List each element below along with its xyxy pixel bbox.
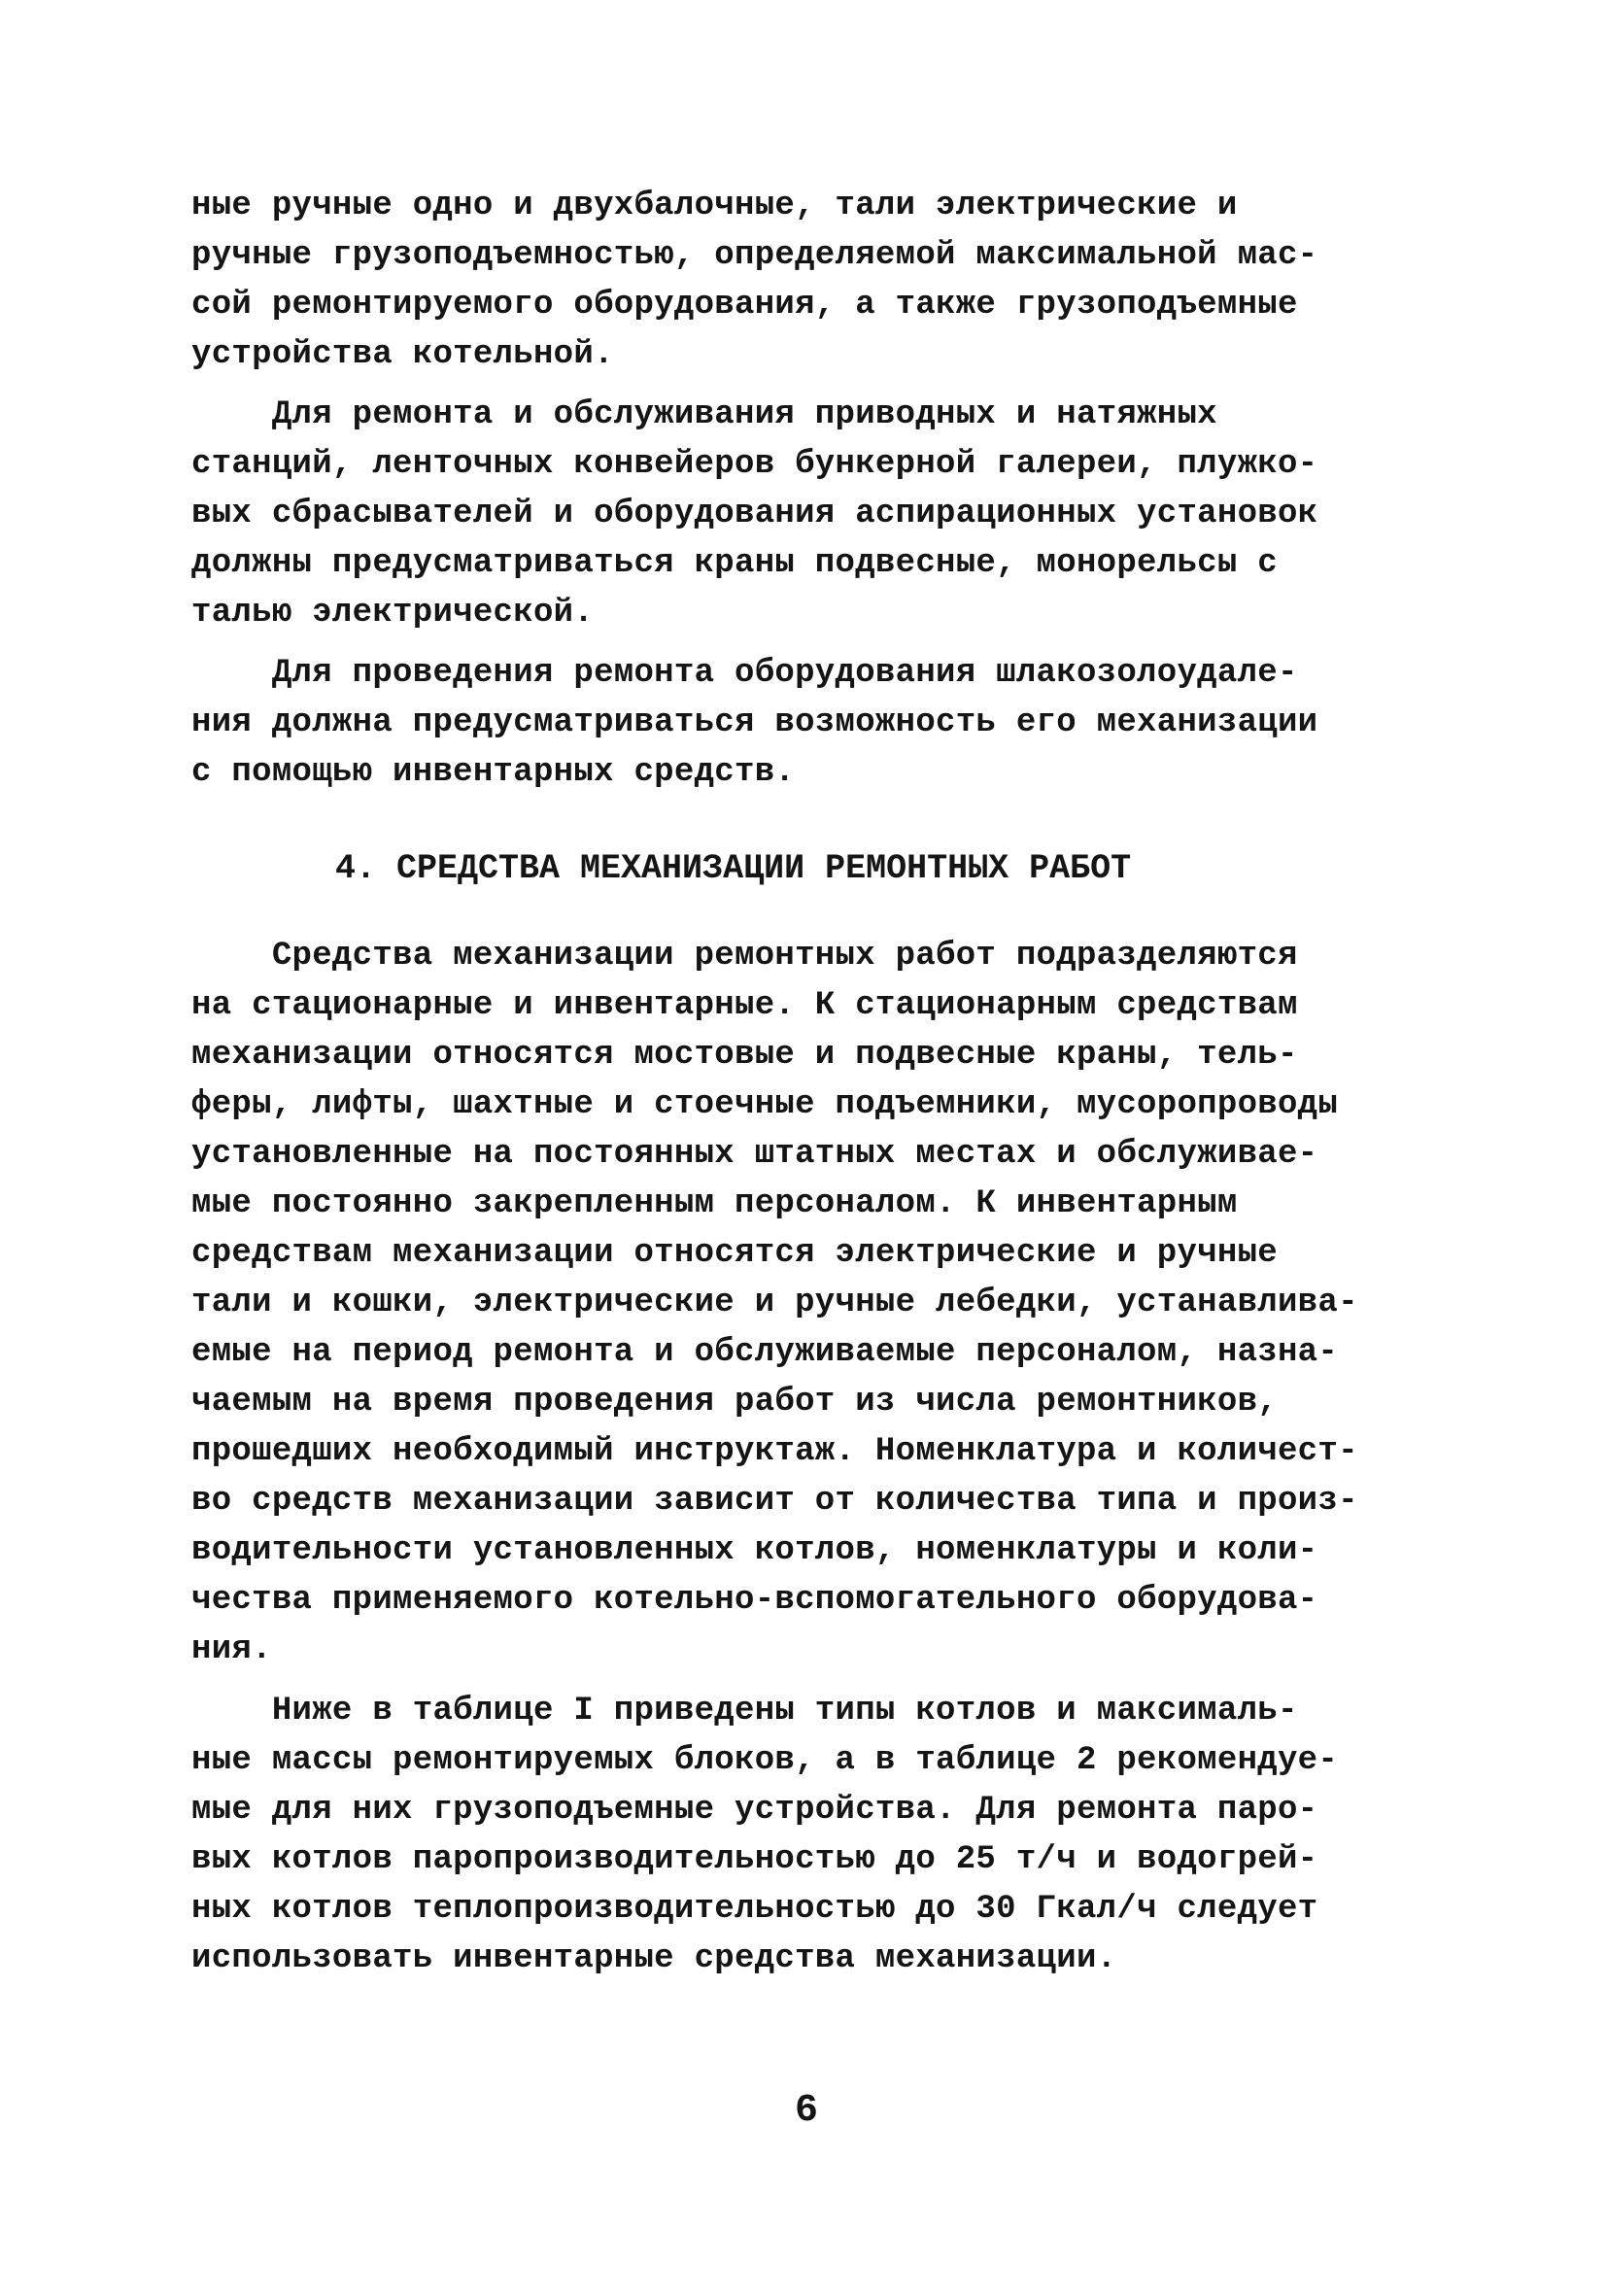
text-line: Средства механизации ремонтных работ подразделяются bbox=[191, 938, 1298, 975]
text-line: ния. bbox=[191, 1631, 272, 1668]
text-line: емые на период ремонта и обслуживаемые персоналом, назна- bbox=[191, 1334, 1339, 1371]
text-line: талью электрической. bbox=[191, 595, 595, 632]
text-line: механизации относятся мостовые и подвесные краны, тель- bbox=[191, 1037, 1298, 1074]
text-line: установленные на постоянных штатных местах и обслуживае- bbox=[191, 1136, 1318, 1173]
page-number: 6 bbox=[795, 2089, 819, 2133]
text-line: сой ремонтируемого оборудования, а также грузоподъемные bbox=[191, 287, 1298, 324]
text-line: Ниже в таблице I приведены типы котлов и максималь- bbox=[191, 1693, 1298, 1730]
text-line: на стационарные и инвентарные. К стационарным средствам bbox=[191, 987, 1298, 1024]
text-line: прошедших необходимый инструктаж. Номенклатура и количест- bbox=[191, 1433, 1358, 1470]
text-line: должны предусматриваться краны подвесные, монорельсы с bbox=[191, 545, 1278, 582]
text-line: использовать инвентарные средства механизации. bbox=[191, 1940, 1117, 1977]
text-line: ния должна предусматриваться возможность его механизации bbox=[191, 704, 1318, 741]
text-line: тали и кошки, электрические и ручные лебедки, устанавлива- bbox=[191, 1285, 1358, 1321]
text-line: вых котлов паропроизводительностью до 25 т/ч и водогрей- bbox=[191, 1841, 1318, 1878]
text-line: вых сбрасывателей и оборудования аспирационных установок bbox=[191, 496, 1318, 532]
text-line: чаемым на время проведения работ из числа ремонтников, bbox=[191, 1384, 1278, 1421]
text-line: ручные грузоподъемностью, определяемой максимальной мас- bbox=[191, 237, 1318, 274]
text-line: Для ремонта и обслуживания приводных и натяжных bbox=[191, 396, 1217, 433]
text-line: ных котлов теплопроизводительностью до 30 Гкал/ч следует bbox=[191, 1891, 1318, 1928]
text-line: ные ручные одно и двухбалочные, тали электрические и bbox=[191, 188, 1238, 224]
text-line: мые для них грузоподъемные устройства. Для ремонта паро- bbox=[191, 1792, 1318, 1829]
text-line: средствам механизации относятся электрические и ручные bbox=[191, 1235, 1278, 1272]
text-line: мые постоянно закрепленным персоналом. К инвентарным bbox=[191, 1185, 1238, 1222]
text-line: станций, ленточных конвейеров бункерной галереи, плужко- bbox=[191, 446, 1318, 483]
text-line: устройства котельной. bbox=[191, 336, 614, 373]
text-line: Для проведения ремонта оборудования шлакозолоудале- bbox=[191, 655, 1298, 692]
text-line: с помощью инвентарных средств. bbox=[191, 754, 796, 791]
text-line: во средств механизации зависит от количества типа и произ- bbox=[191, 1483, 1358, 1520]
text-line: чества применяемого котельно-вспомогательного оборудова- bbox=[191, 1582, 1318, 1619]
section-heading: 4. СРЕДСТВА МЕХАНИЗАЦИИ РЕМОНТНЫХ РАБОТ bbox=[335, 849, 1132, 888]
text-line: водительности установленных котлов, номенклатуры и коли- bbox=[191, 1532, 1318, 1569]
text-line: ные массы ремонтируемых блоков, а в таблице 2 рекомендуе- bbox=[191, 1742, 1339, 1779]
text-line: феры, лифты, шахтные и стоечные подъемники, мусоропроводы bbox=[191, 1086, 1339, 1123]
